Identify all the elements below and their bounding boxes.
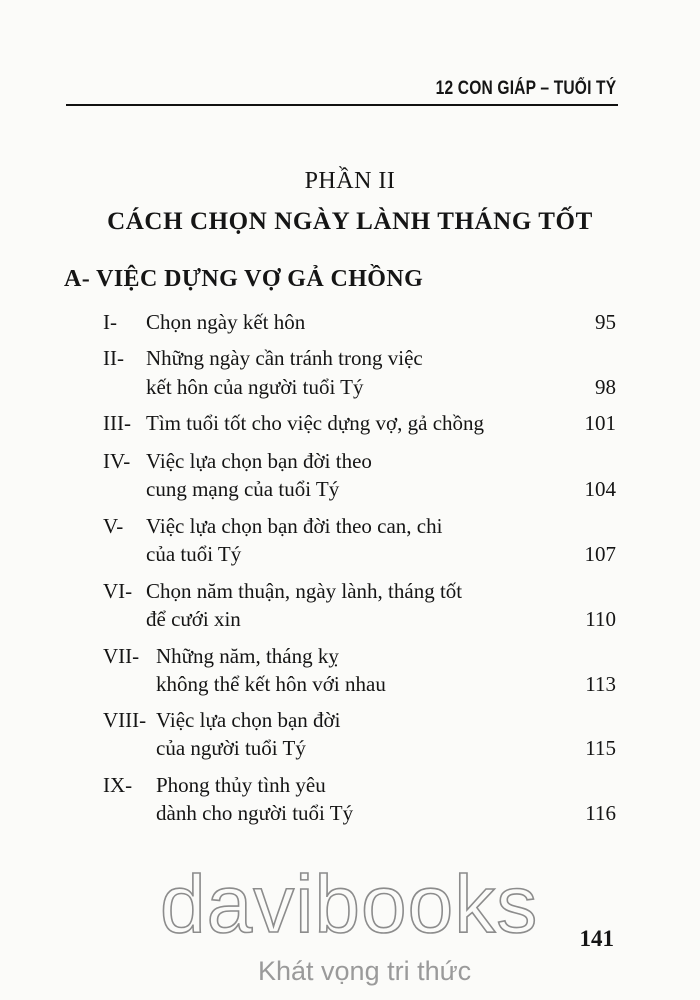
- toc-entry-title: Những năm, tháng kỵ: [156, 644, 339, 668]
- toc-entry-page: 104: [584, 477, 616, 501]
- toc-entry-page: 107: [584, 542, 616, 566]
- watermark-brand: davibooks: [160, 859, 539, 950]
- header-rule: [66, 104, 618, 106]
- toc-entry-title: Tìm tuổi tốt cho việc dựng vợ, gả chồng: [146, 411, 485, 435]
- toc-entry-page: 98: [595, 375, 616, 399]
- toc-entry-number: VI-: [103, 579, 133, 603]
- toc-entry-page: 95: [595, 310, 616, 334]
- toc-entry-title-continued: của tuổi Tý: [146, 542, 242, 566]
- toc-entry-number: III-: [103, 411, 131, 435]
- toc-entry-title: Việc lựa chọn bạn đời: [156, 708, 341, 732]
- toc-entry-number: VIII-: [103, 708, 147, 732]
- toc-entry-number: II-: [103, 346, 124, 370]
- watermark-tagline: Khát vọng tri thức: [258, 956, 472, 986]
- watermark: [160, 859, 580, 994]
- toc-entry-title-continued: để cưới xin: [146, 607, 241, 631]
- toc-entry-number: VII-: [103, 644, 140, 668]
- toc-entry-page: 101: [584, 411, 616, 435]
- toc-entry-title: Việc lựa chọn bạn đời theo: [146, 449, 372, 473]
- toc-entry-title: Việc lựa chọn bạn đời theo can, chi: [146, 514, 443, 538]
- toc-entry-page: 113: [585, 672, 616, 696]
- running-header: 12 CON GIÁP – TUỔI TÝ: [435, 78, 616, 99]
- toc-entry-title-continued: của người tuổi Tý: [156, 736, 306, 760]
- toc-entry-title-continued: kết hôn của người tuổi Tý: [146, 375, 364, 399]
- toc-entry-title: Phong thủy tình yêu: [156, 773, 326, 797]
- toc-entry-number: I-: [103, 310, 117, 334]
- toc-entry-title-continued: dành cho người tuổi Tý: [156, 801, 354, 825]
- toc-entry-number: IV-: [103, 449, 131, 473]
- toc-entry-number: V-: [103, 514, 124, 538]
- toc-entry-title: Những ngày cần tránh trong việc: [146, 346, 423, 370]
- toc-entry-title-continued: cung mạng của tuổi Tý: [146, 477, 340, 501]
- section-heading: A- VIỆC DỰNG VỢ GẢ CHỒNG: [64, 266, 424, 292]
- toc-entry-title: Chọn ngày kết hôn: [146, 310, 306, 334]
- toc-entry-title-continued: không thể kết hôn với nhau: [156, 672, 386, 696]
- toc-entry-title: Chọn năm thuận, ngày lành, tháng tốt: [146, 579, 463, 603]
- toc-entry-number: IX-: [103, 773, 133, 797]
- part-label: PHẦN II: [304, 168, 396, 194]
- toc-entry-page: 116: [585, 801, 616, 825]
- part-title: CÁCH CHỌN NGÀY LÀNH THÁNG TỐT: [107, 208, 593, 235]
- page-number: 141: [579, 926, 614, 951]
- toc-entry-page: 115: [585, 736, 616, 760]
- toc-entry-page: 110: [585, 607, 616, 631]
